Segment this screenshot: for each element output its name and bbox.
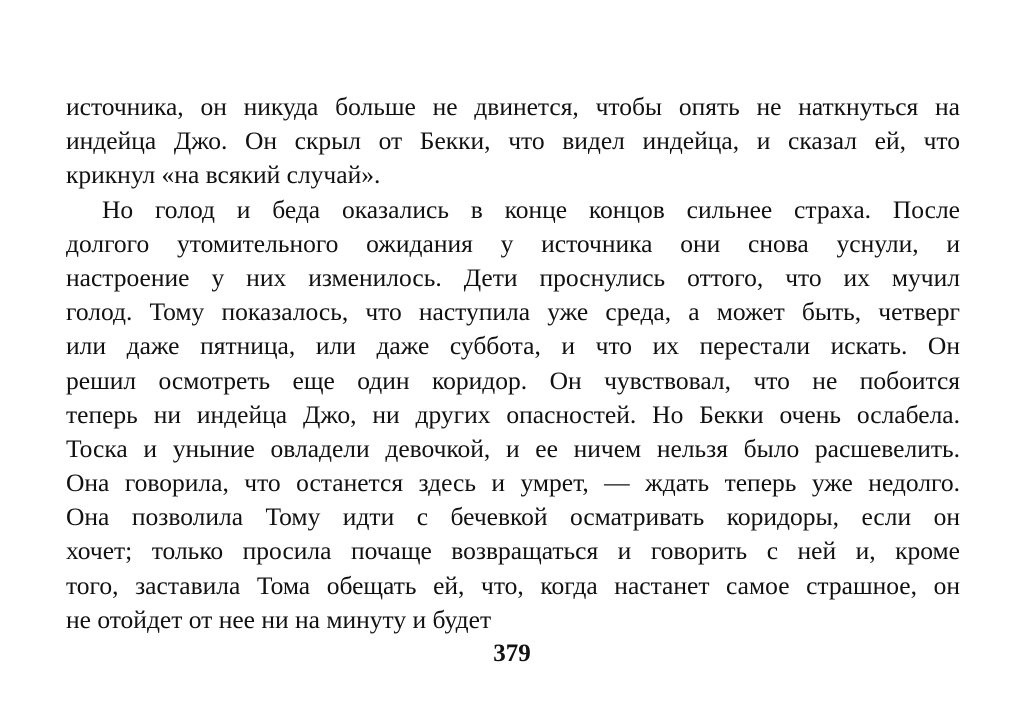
text-line: настроение у них изменилось. Дети проснулись оттого, что их мучил xyxy=(66,262,960,292)
text-line: того, заставила Тома обещать ей, что, когда настанет самое страшное, он xyxy=(66,570,960,600)
text-line: крикнул «на всякий случай». xyxy=(66,160,381,190)
text-line: долгого утомительного ожидания у источника они снова уснули, и xyxy=(66,228,960,258)
text-line: хочет; только просила почаще возвращаться и говорить с ней и, кроме xyxy=(66,536,960,566)
text-line: Тоска и уныние овладели девочкой, и ее ничем нельзя было расшевелить. xyxy=(66,433,960,463)
page-number: 379 xyxy=(493,640,531,667)
text-line: Она позволила Тому идти с бечевкой осматривать коридоры, если он xyxy=(66,502,960,532)
paragraph-1 xyxy=(66,90,960,193)
text-line: Она говорила, что останется здесь и умрет, — ждать теперь уже недолго. xyxy=(66,468,960,498)
text-line: не отойдет от нее ни на минуту и будет xyxy=(66,604,492,634)
text-line: источника, он никуда больше не двинется, чтобы опять не наткнуться на xyxy=(66,92,960,121)
text-line: Но голод и беда оказались в конце концов сильнее страха. После xyxy=(102,194,960,224)
text-line: голод. Тому показалось, что наступила уже среда, а может быть, четверг xyxy=(66,297,960,327)
text-line: теперь ни индейца Джо, ни других опасностей. Но Бекки очень ослабела. xyxy=(66,399,960,429)
text-line: решил осмотреть еще один коридор. Он чувствовал, что не побоится xyxy=(66,365,960,395)
text-line: или даже пятница, или даже суббота, и что их перестали искать. Он xyxy=(66,331,960,361)
page-body xyxy=(66,90,960,637)
paragraph-2 xyxy=(66,193,960,637)
text-line: индейца Джо. Он скрыл от Бекки, что видел индейца, и сказал ей, что xyxy=(66,126,960,156)
